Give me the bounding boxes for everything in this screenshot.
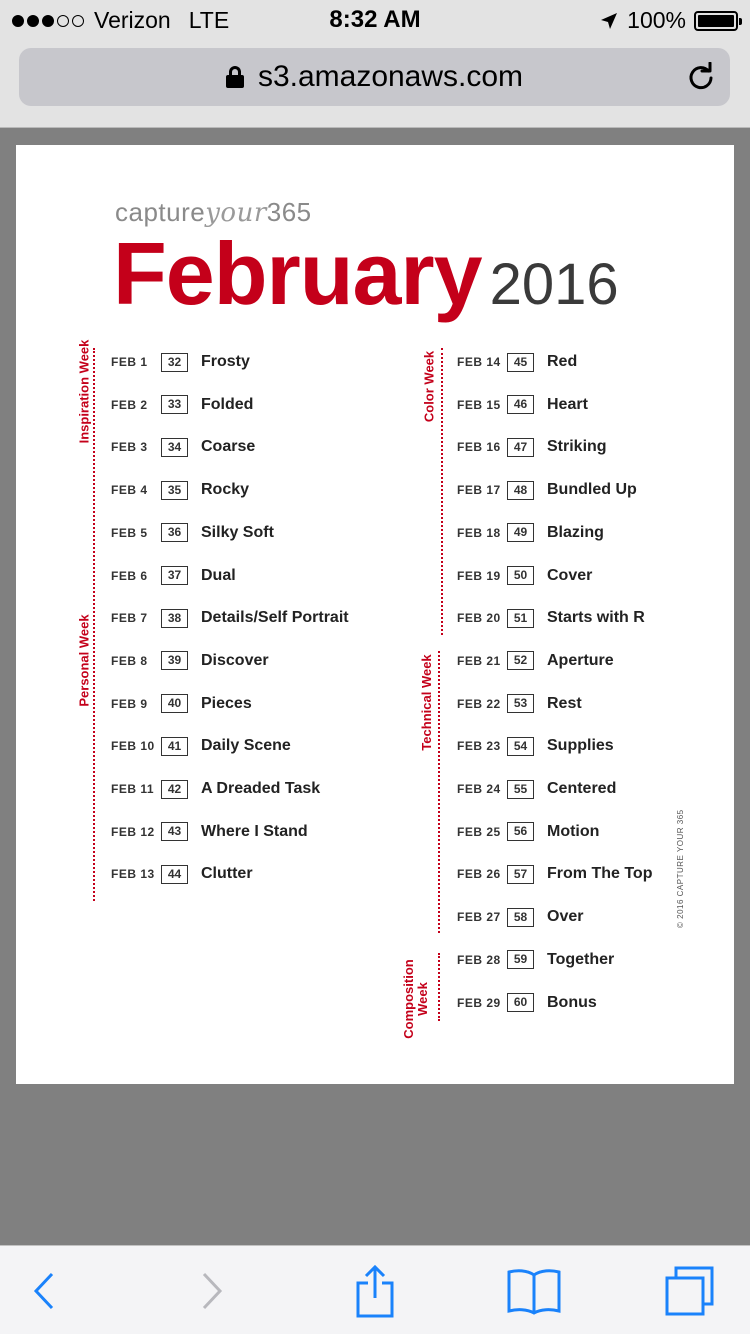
prompt-text: Details/Self Portrait — [201, 609, 349, 627]
prompt-row — [457, 821, 599, 843]
prompt-row — [457, 906, 583, 928]
prompt-text: Aperture — [547, 651, 614, 669]
prompt-row — [111, 522, 274, 544]
prompt-day-number: 50 — [507, 566, 534, 585]
prompt-row — [111, 394, 253, 416]
prompt-day-number: 57 — [507, 865, 534, 884]
prompt-day-number: 33 — [161, 395, 188, 414]
prompt-row — [111, 821, 308, 843]
prompt-date: FEB 12 — [111, 824, 155, 839]
battery-icon — [694, 11, 738, 31]
prompt-text: Together — [547, 950, 615, 968]
prompt-row — [111, 863, 253, 885]
tabs-icon — [664, 1266, 716, 1316]
prompt-row — [457, 650, 614, 672]
prompt-text: Discover — [201, 651, 269, 669]
bookmarks-button[interactable] — [504, 1264, 564, 1318]
prompt-row — [111, 565, 236, 587]
week-label-composition: Composition Week — [401, 959, 430, 1039]
prompt-day-number: 47 — [507, 438, 534, 457]
prompt-date: FEB 19 — [457, 568, 501, 583]
prompt-row — [457, 778, 616, 800]
week-label-color: Color Week — [421, 350, 437, 423]
prompt-date: FEB 4 — [111, 483, 148, 498]
prompt-date: FEB 2 — [111, 397, 148, 412]
week-divider-composition — [438, 953, 440, 1021]
location-arrow-icon — [599, 11, 619, 31]
prompt-date: FEB 8 — [111, 653, 148, 668]
prompt-day-number: 55 — [507, 780, 534, 799]
prompt-date: FEB 11 — [111, 782, 155, 796]
prompt-day-number: 58 — [507, 908, 534, 927]
prompt-date: FEB 24 — [457, 782, 501, 796]
prompt-row — [111, 650, 269, 672]
browser-toolbar — [0, 1245, 750, 1334]
status-bar — [0, 0, 750, 40]
week-divider-personal — [93, 611, 95, 901]
prompt-date: FEB 13 — [111, 867, 155, 882]
prompt-text: Frosty — [201, 353, 250, 370]
prompt-day-number: 44 — [161, 865, 188, 884]
reload-icon[interactable] — [686, 62, 716, 92]
prompt-date: FEB 16 — [457, 440, 501, 455]
prompt-text: Cover — [547, 566, 593, 584]
prompt-date: FEB 9 — [111, 696, 148, 711]
prompt-text: Dual — [201, 566, 236, 584]
prompt-row — [111, 607, 349, 629]
prompt-date: FEB 21 — [457, 653, 501, 668]
forward-icon — [200, 1271, 224, 1311]
prompt-date: FEB 15 — [457, 397, 501, 412]
prompt-day-number: 46 — [507, 395, 534, 414]
prompt-row — [111, 735, 291, 757]
prompt-row — [111, 778, 320, 800]
prompt-day-number: 48 — [507, 481, 534, 500]
prompt-row — [457, 863, 652, 885]
copyright-text: © 2016 CAPTURE YOUR 365 — [676, 809, 685, 928]
prompt-text: Rest — [547, 694, 582, 712]
forward-button[interactable] — [182, 1264, 242, 1318]
address-bar[interactable] — [19, 48, 730, 106]
prompt-text: Red — [547, 353, 578, 370]
url-text: s3.amazonaws.com — [257, 60, 524, 93]
prompt-day-number: 59 — [507, 950, 534, 969]
prompt-text: Blazing — [547, 523, 604, 541]
prompt-text: Coarse — [201, 438, 256, 456]
prompt-row — [457, 522, 604, 544]
prompt-day-number: 35 — [161, 481, 188, 500]
calendar-document — [16, 145, 734, 1084]
week-label-technical: Technical Week — [419, 654, 434, 751]
week-label-inspiration: Inspiration Week — [76, 339, 92, 444]
prompt-text: A Dreaded Task — [201, 780, 321, 797]
prompt-row — [457, 436, 607, 458]
prompt-text: Pieces — [201, 694, 252, 712]
prompt-day-number: 45 — [507, 353, 534, 372]
prompt-day-number: 54 — [507, 737, 534, 756]
prompt-date: FEB 20 — [457, 611, 501, 626]
prompt-row — [457, 351, 577, 373]
carrier-name: Verizon — [94, 7, 171, 33]
page-title — [113, 223, 619, 325]
prompt-day-number: 37 — [161, 566, 188, 585]
share-button[interactable] — [345, 1264, 405, 1318]
prompt-row — [457, 992, 597, 1014]
battery-percent: 100% — [627, 7, 686, 33]
prompt-text: Silky Soft — [201, 523, 274, 541]
prompt-day-number: 49 — [507, 523, 534, 542]
prompt-row — [457, 607, 645, 629]
prompt-row — [457, 479, 637, 501]
prompt-row — [111, 351, 250, 373]
prompt-text: Heart — [547, 395, 588, 413]
prompt-date: FEB 28 — [457, 952, 501, 967]
prompt-text: Bundled Up — [547, 481, 637, 499]
prompt-date: FEB 17 — [457, 483, 501, 498]
prompt-text: Daily Scene — [201, 737, 291, 755]
share-icon — [355, 1264, 395, 1318]
clock: 8:32 AM — [329, 6, 421, 33]
prompt-row — [457, 394, 588, 416]
prompt-date: FEB 25 — [457, 824, 501, 839]
year-title: 2016 — [489, 252, 619, 317]
prompt-day-number: 52 — [507, 651, 534, 670]
prompt-date: FEB 5 — [111, 525, 148, 540]
prompt-row — [111, 436, 255, 458]
prompt-day-number: 53 — [507, 694, 534, 713]
prompt-date: FEB 26 — [457, 867, 501, 882]
prompt-text: Over — [547, 908, 584, 926]
month-title: February — [113, 224, 482, 323]
prompt-day-number: 34 — [161, 438, 188, 457]
prompt-text: Striking — [547, 438, 607, 456]
week-divider-color — [441, 348, 443, 635]
prompt-date: FEB 18 — [457, 525, 501, 540]
prompt-date: FEB 29 — [457, 995, 501, 1010]
prompt-text: Where I Stand — [201, 822, 308, 840]
lock-icon — [226, 66, 244, 88]
prompt-text: Centered — [547, 780, 617, 797]
prompt-day-number: 43 — [161, 822, 188, 841]
prompt-date: FEB 6 — [111, 568, 148, 583]
network-type: LTE — [188, 7, 230, 33]
prompt-date: FEB 14 — [457, 355, 501, 369]
prompt-day-number: 41 — [161, 737, 188, 756]
prompt-date: FEB 3 — [111, 440, 148, 455]
prompt-date: FEB 22 — [457, 696, 501, 711]
week-label-personal: Personal Week — [76, 614, 92, 707]
prompt-text: Starts with R — [547, 609, 645, 627]
prompt-text: Bonus — [547, 993, 597, 1011]
prompt-date: FEB 1 — [111, 355, 148, 369]
prompt-day-number: 40 — [161, 694, 188, 713]
prompt-date: FEB 23 — [457, 739, 501, 754]
prompt-text: Folded — [201, 395, 254, 413]
prompt-day-number: 39 — [161, 651, 188, 670]
prompt-text: Motion — [547, 822, 600, 840]
browser-header — [0, 40, 750, 128]
prompt-day-number: 51 — [507, 609, 534, 628]
week-divider-technical — [438, 651, 440, 933]
prompt-text: Clutter — [201, 865, 253, 883]
prompt-row — [111, 479, 249, 501]
prompt-day-number: 56 — [507, 822, 534, 841]
prompt-day-number: 32 — [161, 353, 188, 372]
prompt-row — [457, 949, 614, 971]
prompt-text: Supplies — [547, 737, 614, 755]
prompt-day-number: 42 — [161, 780, 188, 799]
prompt-row — [111, 693, 252, 715]
back-button[interactable] — [14, 1264, 74, 1318]
prompt-day-number: 36 — [161, 523, 188, 542]
prompt-row — [457, 693, 582, 715]
tabs-button[interactable] — [660, 1264, 720, 1318]
prompt-text: Rocky — [201, 481, 250, 499]
prompt-date: FEB 10 — [111, 739, 155, 754]
prompt-date: FEB 7 — [111, 611, 148, 626]
brand-logo: captureyour365 — [115, 197, 312, 228]
back-icon — [32, 1271, 56, 1311]
prompt-date: FEB 27 — [457, 910, 501, 925]
prompt-row — [457, 735, 614, 757]
bookmarks-icon — [507, 1267, 561, 1315]
prompt-row — [457, 565, 592, 587]
prompt-day-number: 38 — [161, 609, 188, 628]
prompt-text: From The Top — [547, 865, 653, 883]
prompt-day-number: 60 — [507, 993, 534, 1012]
